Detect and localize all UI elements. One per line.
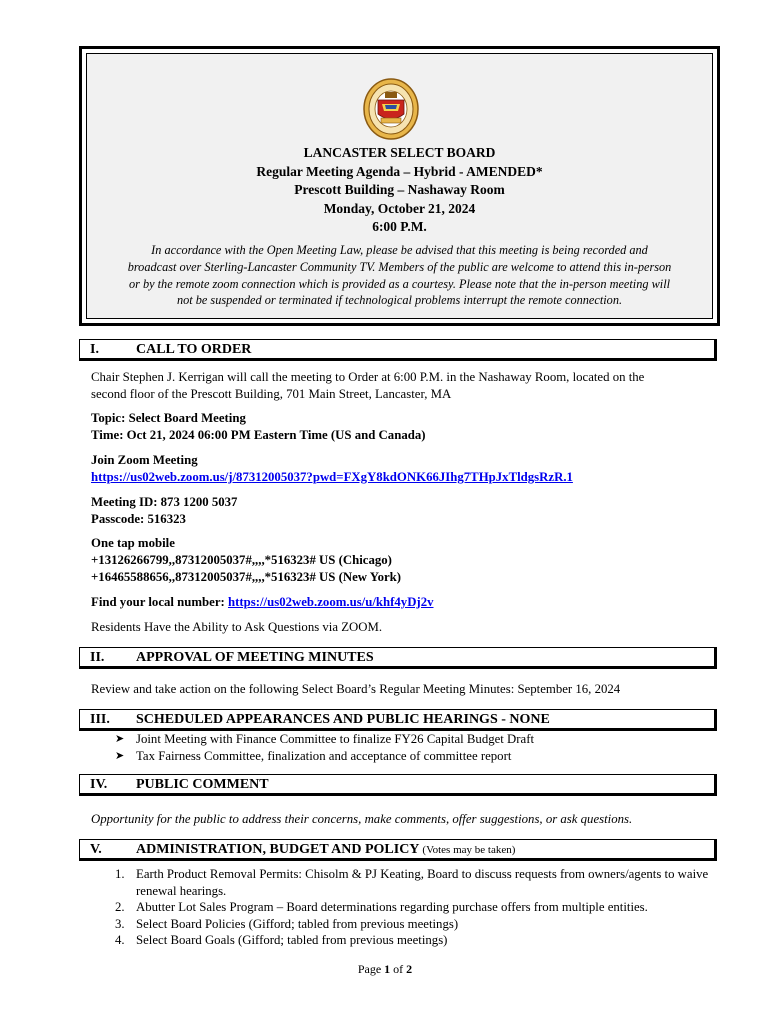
page-number: 1 bbox=[384, 962, 391, 976]
section-number: I. bbox=[90, 342, 99, 357]
agenda-type: Regular Meeting Agenda – Hybrid - AMENDED* bbox=[256, 163, 543, 179]
item-number: 1. bbox=[115, 867, 125, 881]
section-title: CALL TO ORDER bbox=[136, 342, 252, 357]
list-item bbox=[115, 866, 715, 899]
meeting-time: 6:00 P.M. bbox=[372, 219, 427, 234]
header-inner bbox=[86, 53, 713, 319]
section-call-to-order bbox=[79, 339, 717, 361]
find-local-number-row bbox=[91, 594, 434, 611]
section-number: II. bbox=[90, 650, 105, 665]
passcode: Passcode: 516323 bbox=[91, 512, 186, 526]
section-title: APPROVAL OF MEETING MINUTES bbox=[136, 650, 374, 665]
meeting-location: Prescott Building – Nashaway Room bbox=[294, 182, 505, 197]
list-item bbox=[115, 731, 534, 748]
arrow-bullet-icon: ➤ bbox=[115, 749, 125, 762]
section-number: III. bbox=[90, 712, 110, 727]
page-footer bbox=[0, 962, 770, 977]
zoom-time: Time: Oct 21, 2024 06:00 PM Eastern Time (US and Canada) bbox=[91, 428, 426, 442]
section-public-comment bbox=[79, 774, 717, 796]
section-administration bbox=[79, 839, 717, 861]
residents-zoom-note: Residents Have the Ability to Ask Questions via ZOOM. bbox=[91, 620, 383, 634]
votes-note: (Votes may be taken) bbox=[422, 844, 516, 856]
join-zoom-link-row bbox=[91, 469, 573, 486]
section-title bbox=[136, 841, 515, 859]
section-number: IV. bbox=[90, 777, 108, 792]
open-meeting-notice bbox=[95, 242, 704, 309]
page-word: Page bbox=[357, 962, 382, 976]
call-to-order-line2: second floor of the Prescott Building, 701 Main Street, Lancaster, MA bbox=[91, 387, 452, 401]
section-title-text: ADMINISTRATION, BUDGET AND POLICY bbox=[136, 842, 419, 857]
of-word: of bbox=[393, 962, 404, 976]
public-comment-text: Opportunity for the public to address their concerns, make comments, offer suggestions, or ask questions. bbox=[91, 812, 633, 826]
list-item-text: Select Board Goals (Gifford; tabled from previous meetings) bbox=[136, 933, 448, 947]
list-item-text: Abutter Lot Sales Program – Board determinations regarding purchase offers from multiple entities. bbox=[136, 900, 648, 914]
page-total: 2 bbox=[406, 962, 413, 976]
section-number: V. bbox=[90, 842, 102, 857]
section-scheduled-appearances bbox=[79, 709, 717, 731]
town-seal-icon bbox=[363, 78, 419, 140]
item-number: 3. bbox=[115, 916, 125, 931]
list-item-text: Tax Fairness Committee, finalization and acceptance of committee report bbox=[136, 748, 512, 763]
join-zoom-label: Join Zoom Meeting bbox=[91, 453, 198, 467]
notice-line: not be suspended or terminated if technological problems interrupt the remote connection. bbox=[176, 293, 623, 308]
list-item-text: Joint Meeting with Finance Committee to finalize FY26 Capital Budget Draft bbox=[136, 732, 535, 746]
notice-line: broadcast over Sterling-Lancaster Community TV. Members of the public are welcome to attend this in-person bbox=[127, 259, 672, 274]
board-title: LANCASTER SELECT BOARD bbox=[303, 145, 496, 160]
minutes-text: Review and take action on the following Select Board’s Regular Meeting Minutes: September 16, 2024 bbox=[91, 682, 621, 696]
notice-line: In accordance with the Open Meeting Law, please be advised that this meeting is being recorded and bbox=[151, 243, 648, 257]
notice-line: or by the remote zoom connection which is provided as a courtesy. Please note that the in-person meeting will bbox=[128, 276, 671, 291]
join-zoom-link[interactable]: https://us02web.zoom.us/j/87312005037?pwd=FXgY8kdONK66JIhg7THpJxTldgsRzR.1 bbox=[91, 470, 573, 484]
meeting-id: Meeting ID: 873 1200 5037 bbox=[91, 495, 238, 509]
one-tap-label: One tap mobile bbox=[91, 536, 175, 550]
one-tap-new-york: +16465588656,,87312005037#,,,,*516323# US (New York) bbox=[91, 570, 402, 584]
list-item bbox=[115, 899, 715, 916]
appearances-list bbox=[115, 731, 534, 764]
administration-list bbox=[115, 866, 715, 949]
header-box bbox=[79, 46, 720, 326]
list-item bbox=[115, 748, 534, 765]
find-local-link[interactable]: https://us02web.zoom.us/u/khf4yDj2v bbox=[228, 595, 434, 609]
find-local-label: Find your local number: bbox=[91, 595, 225, 609]
arrow-bullet-icon: ➤ bbox=[115, 733, 125, 745]
item-number: 2. bbox=[115, 900, 125, 914]
item-number: 4. bbox=[115, 933, 125, 947]
list-item-text: Select Board Policies (Gifford; tabled from previous meetings) bbox=[136, 916, 459, 931]
call-to-order-line1: Chair Stephen J. Kerrigan will call the meeting to Order at 6:00 P.M. in the Nashaway Room, located on the bbox=[91, 370, 645, 384]
section-approval-minutes bbox=[79, 647, 717, 669]
zoom-topic: Topic: Select Board Meeting bbox=[91, 411, 246, 425]
list-item bbox=[115, 932, 715, 949]
list-item-text: Earth Product Removal Permits: Chisolm & PJ Keating, Board to discuss requests from owners/agents to waive renewal hearings. bbox=[136, 867, 709, 898]
one-tap-chicago: +13126266799,,87312005037#,,,,*516323# US (Chicago) bbox=[91, 553, 392, 567]
meeting-date: Monday, October 21, 2024 bbox=[323, 200, 476, 216]
list-item bbox=[115, 916, 715, 933]
section-title: PUBLIC COMMENT bbox=[136, 777, 269, 792]
header-title-block bbox=[87, 144, 712, 237]
section-title: SCHEDULED APPEARANCES AND PUBLIC HEARINGS - NONE bbox=[136, 712, 550, 727]
